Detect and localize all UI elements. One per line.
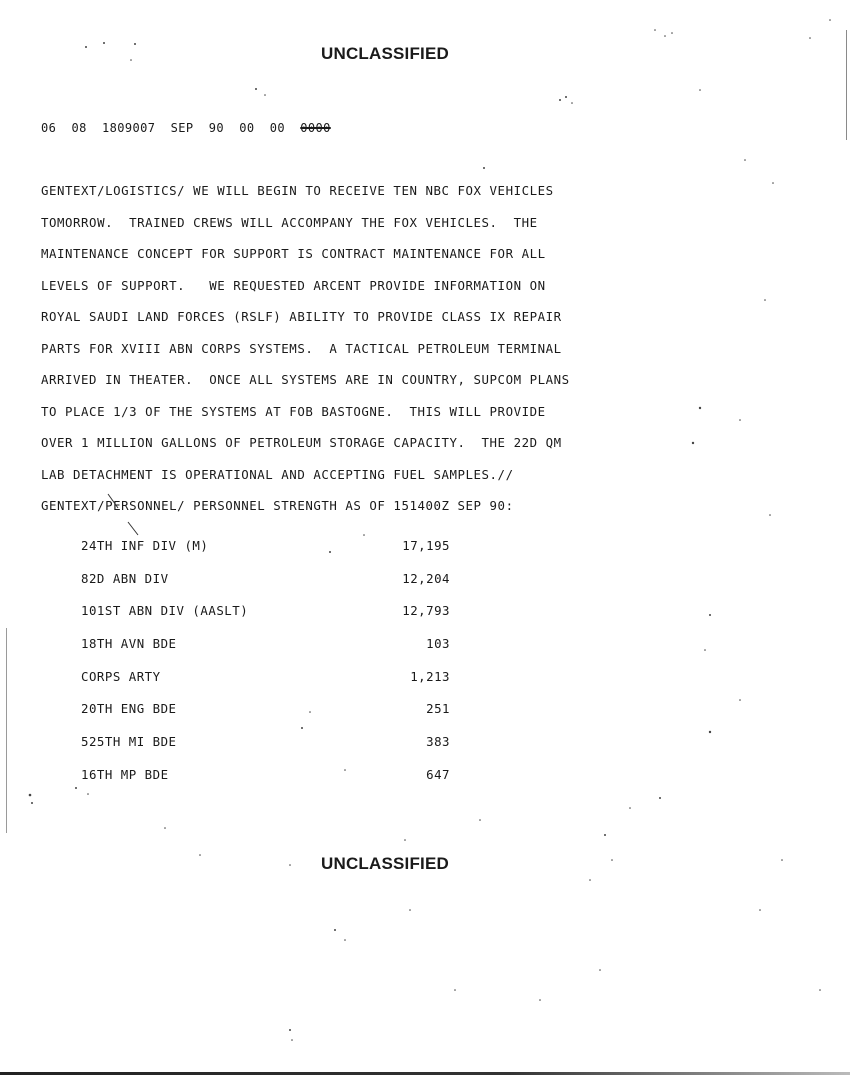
body-line: GENTEXT/PERSONNEL/ PERSONNEL STRENGTH AS OF 151400Z SEP 90: — [41, 498, 514, 513]
body-line: ARRIVED IN THEATER. ONCE ALL SYSTEMS ARE IN COUNTRY, SUPCOM PLANS — [41, 372, 570, 387]
unit-name: 20TH ENG BDE — [81, 701, 177, 717]
unit-strength: 12,204 — [402, 570, 450, 586]
body-line: LAB DETACHMENT IS OPERATIONAL AND ACCEPTING FUEL SAMPLES.// — [41, 466, 514, 482]
body-line: TO PLACE 1/3 OF THE SYSTEMS AT FOB BASTOGNE. THIS WILL PROVIDE — [41, 403, 546, 419]
body-line: OVER 1 MILLION GALLONS OF PETROLEUM STORAGE CAPACITY. THE 22D QM — [41, 435, 562, 450]
body-line: TOMORROW. TRAINED CREWS WILL ACCOMPANY THE FOX VEHICLES. THE — [41, 214, 538, 230]
classification-header: UNCLASSIFIED — [320, 44, 450, 63]
table-row — [81, 669, 461, 702]
unit-name: 16TH MP BDE — [81, 766, 169, 782]
body-line: ROYAL SAUDI LAND FORCES (RSLF) ABILITY TO PROVIDE CLASS IX REPAIR — [41, 309, 562, 324]
unit-strength: 251 — [426, 701, 450, 717]
table-row — [81, 571, 461, 604]
classification-footer: UNCLASSIFIED — [320, 854, 450, 873]
scan-edge-bottom — [0, 1072, 850, 1075]
table-row — [81, 701, 461, 734]
scan-edge-right — [846, 30, 847, 140]
personnel-strength-table — [81, 538, 461, 800]
table-row — [81, 538, 461, 571]
unit-strength: 383 — [426, 734, 450, 750]
unit-name: 525TH MI BDE — [81, 734, 177, 750]
unit-name: 18TH AVN BDE — [81, 636, 177, 652]
unit-strength: 103 — [426, 636, 450, 652]
unit-name: 82D ABN DIV — [81, 570, 169, 586]
date-time-group-text: 06 08 1809007 SEP 90 00 00 — [41, 121, 301, 135]
unit-strength: 17,195 — [402, 538, 450, 553]
unit-strength: 12,793 — [402, 603, 450, 619]
date-time-group-line — [41, 121, 331, 135]
struck-out-code: 0000 — [300, 121, 331, 135]
body-line: LEVELS OF SUPPORT. WE REQUESTED ARCENT PROVIDE INFORMATION ON — [41, 277, 546, 293]
table-row — [81, 636, 461, 669]
unit-name: 101ST ABN DIV (AASLT) — [81, 603, 249, 619]
unit-name: 24TH INF DIV (M) — [81, 538, 209, 553]
body-line: GENTEXT/LOGISTICS/ WE WILL BEGIN TO RECEIVE TEN NBC FOX VEHICLES — [41, 183, 554, 198]
body-line: PARTS FOR XVIII ABN CORPS SYSTEMS. A TACTICAL PETROLEUM TERMINAL — [41, 340, 562, 356]
message-body — [41, 181, 701, 528]
scan-edge-left — [6, 628, 7, 833]
table-row — [81, 734, 461, 767]
table-row — [81, 767, 461, 800]
unit-name: CORPS ARTY — [81, 668, 161, 684]
body-line: MAINTENANCE CONCEPT FOR SUPPORT IS CONTRACT MAINTENANCE FOR ALL — [41, 246, 546, 261]
table-row — [81, 603, 461, 636]
unit-strength: 647 — [426, 766, 450, 782]
unit-strength: 1,213 — [410, 668, 450, 684]
